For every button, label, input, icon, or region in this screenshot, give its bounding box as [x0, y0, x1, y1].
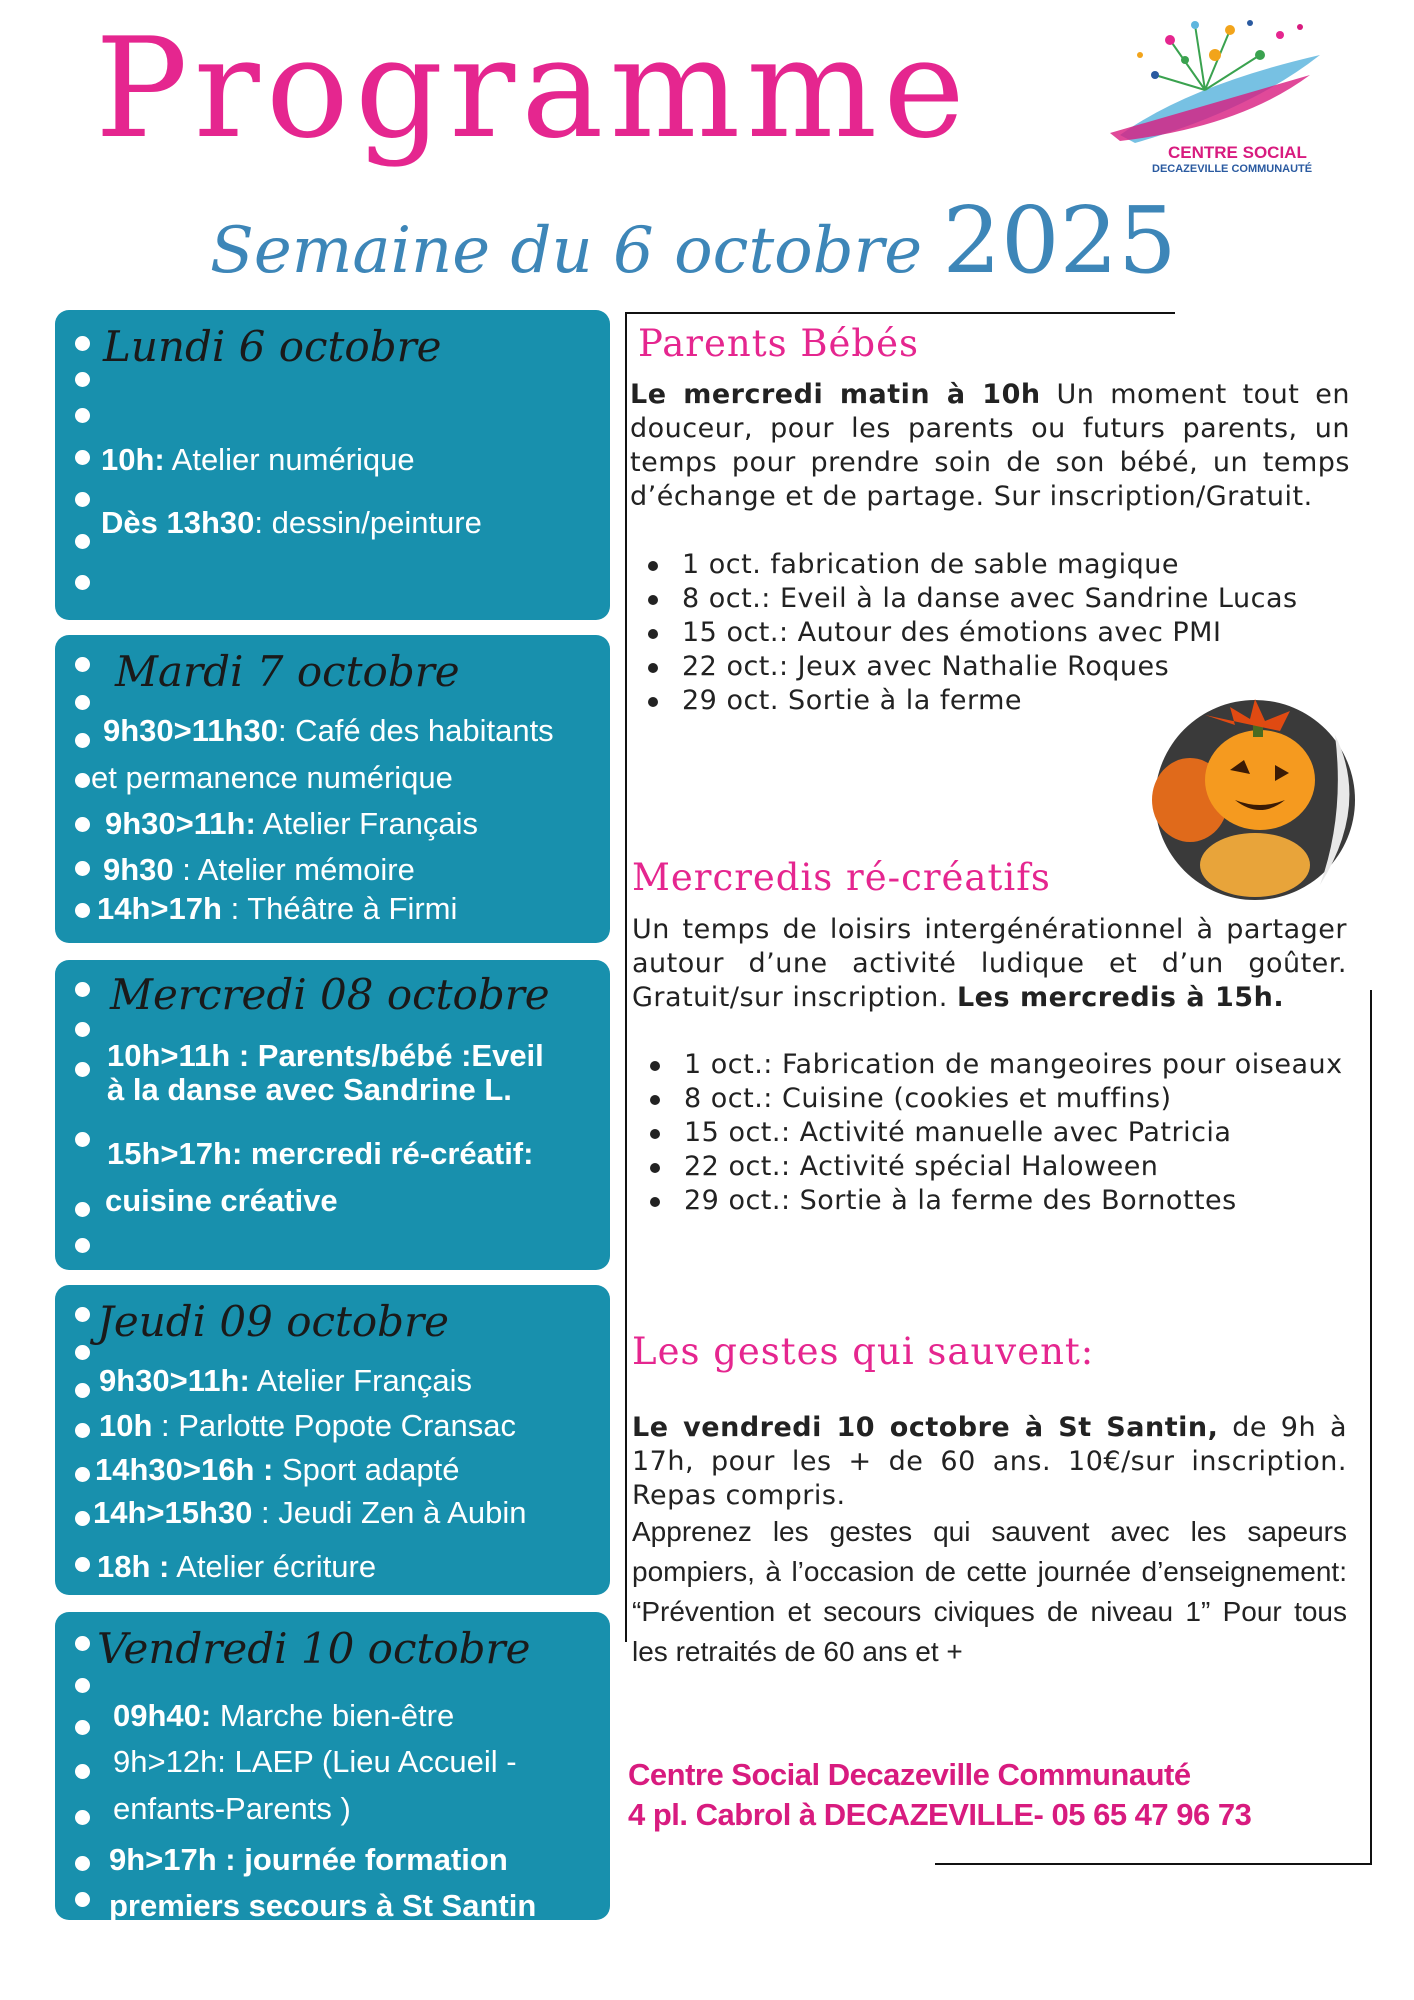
- list-item: 22 oct.: Jeux avec Nathalie Roques: [630, 650, 1350, 684]
- day-title: Jeudi 09 octobre: [97, 1297, 449, 1346]
- section-heading-gestes: Les gestes qui sauvent:: [632, 1330, 1095, 1373]
- day-box-vendredi: [55, 1612, 610, 1923]
- schedule-line: 18h : Atelier écriture: [97, 1549, 377, 1584]
- list-item: 8 oct.: Eveil à la danse avec Sandrine Lucas: [630, 582, 1350, 616]
- schedule-line: 10h : Parlotte Popote Cransac: [99, 1408, 517, 1443]
- day-box-lundi: [55, 310, 610, 620]
- centre-social-logo: [1110, 15, 1335, 185]
- logo-line1: CENTRE SOCIAL: [1168, 143, 1307, 162]
- gestes-intro: Le vendredi 10 octobre à St Santin, de 9h à 17h, pour les + de 60 ans. 10€/sur inscription. Repas compris.: [632, 1412, 1347, 1511]
- subtitle-week: Semaine du 6 octobre: [210, 214, 923, 288]
- schedule-line: 14h30>16h : Sport adapté: [95, 1452, 460, 1487]
- bottom-divider: [935, 1863, 1372, 1865]
- schedule-line: 9h>12h: LAEP (Lieu Accueil -: [113, 1744, 517, 1779]
- schedule-line: 14h>17h : Théâtre à Firmi: [97, 891, 458, 926]
- mercredis-intro: Un temps de loisirs intergénérationnel à partager autour d’une activité ludique et d’un goûter. Gratuit/sur inscription. Les mercredis à 15h.: [632, 914, 1347, 1013]
- pumpkin-photo: [1145, 695, 1375, 905]
- day-box-mardi: [55, 635, 610, 943]
- gestes-detail: Apprenez les gestes qui sauvent avec les sapeurs pompiers, à l’occasion de cette journée d’enseignement: “Prévention et secours civiques de niveau 1” Pour tous les retraités de 60 ans et +: [632, 1516, 1347, 1667]
- day-title: Vendredi 10 octobre: [97, 1624, 531, 1673]
- section-heading-mercredis: Mercredis ré-créatifs: [632, 856, 1051, 899]
- right-divider: [1370, 990, 1372, 1865]
- schedule-line: 09h40: Marche bien-être: [113, 1698, 455, 1733]
- parents-bebes-intro: Le mercredi matin à 10h Un moment tout en douceur, pour les parents ou futurs parents, un temps pour prendre soin de son bébé, un temps d’échange et de partage. Sur inscription/Gratuit.: [630, 379, 1350, 512]
- day-title: Mardi 7 octobre: [115, 647, 460, 696]
- schedule-line: et permanence numérique: [91, 760, 453, 795]
- day-title: Mercredi 08 octobre: [110, 970, 550, 1019]
- top-divider: [625, 312, 1175, 314]
- schedule-line: enfants-Parents ): [113, 1791, 351, 1826]
- schedule-line: à la danse avec Sandrine L.: [107, 1072, 512, 1107]
- schedule-line: 15h>17h: mercredi ré-créatif:: [107, 1136, 534, 1171]
- day-title: Lundi 6 octobre: [103, 322, 442, 371]
- section-heading-parents-bebes: Parents Bébés: [638, 322, 919, 365]
- schedule-line: 9h30>11h30: Café des habitants: [103, 713, 554, 748]
- contact-address: 4 pl. Cabrol à DECAZEVILLE- 05 65 47 96 73: [628, 1797, 1252, 1832]
- list-item: 8 oct.: Cuisine (cookies et muffins): [632, 1082, 1347, 1116]
- column-divider: [625, 312, 627, 1642]
- list-item: 29 oct. Sortie à la ferme: [630, 684, 1350, 718]
- list-item: 1 oct.: Fabrication de mangeoires pour oiseaux: [632, 1048, 1347, 1082]
- schedule-line: 9h30 : Atelier mémoire: [103, 852, 415, 887]
- subtitle-year: 2025: [942, 187, 1177, 294]
- schedule-line: premiers secours à St Santin: [109, 1888, 537, 1923]
- schedule-line: 9h30>11h: Atelier Français: [99, 1363, 473, 1398]
- contact-name: Centre Social Decazeville Communauté: [628, 1757, 1191, 1792]
- schedule-line: 14h>15h30 : Jeudi Zen à Aubin: [93, 1495, 527, 1530]
- schedule-line: 9h30>11h: Atelier Français: [105, 806, 479, 841]
- schedule-line: 10h: Atelier numérique: [101, 442, 415, 477]
- logo-line2: DECAZEVILLE COMMUNAUTÉ: [1152, 163, 1313, 175]
- parents-bebes-list: [630, 548, 1350, 718]
- page-title: Programme: [95, 8, 971, 169]
- logo-burst-icon: [1110, 15, 1335, 145]
- mercredis-list: [632, 1048, 1347, 1218]
- list-item: 29 oct.: Sortie à la ferme des Bornottes: [632, 1184, 1347, 1218]
- schedule-line: 9h>17h : journée formation: [109, 1842, 508, 1877]
- schedule-line: 10h>11h : Parents/bébé :Eveil: [107, 1038, 544, 1073]
- schedule-line: cuisine créative: [105, 1183, 338, 1218]
- list-item: 1 oct. fabrication de sable magique: [630, 548, 1350, 582]
- list-item: 22 oct.: Activité spécial Haloween: [632, 1150, 1347, 1184]
- schedule-line: Dès 13h30: dessin/peinture: [101, 505, 482, 540]
- list-item: 15 oct.: Activité manuelle avec Patricia: [632, 1116, 1347, 1150]
- page-subtitle: [210, 187, 1177, 294]
- day-box-mercredi: [55, 960, 610, 1270]
- list-item: 15 oct.: Autour des émotions avec PMI: [630, 616, 1350, 650]
- day-box-jeudi: [55, 1285, 610, 1595]
